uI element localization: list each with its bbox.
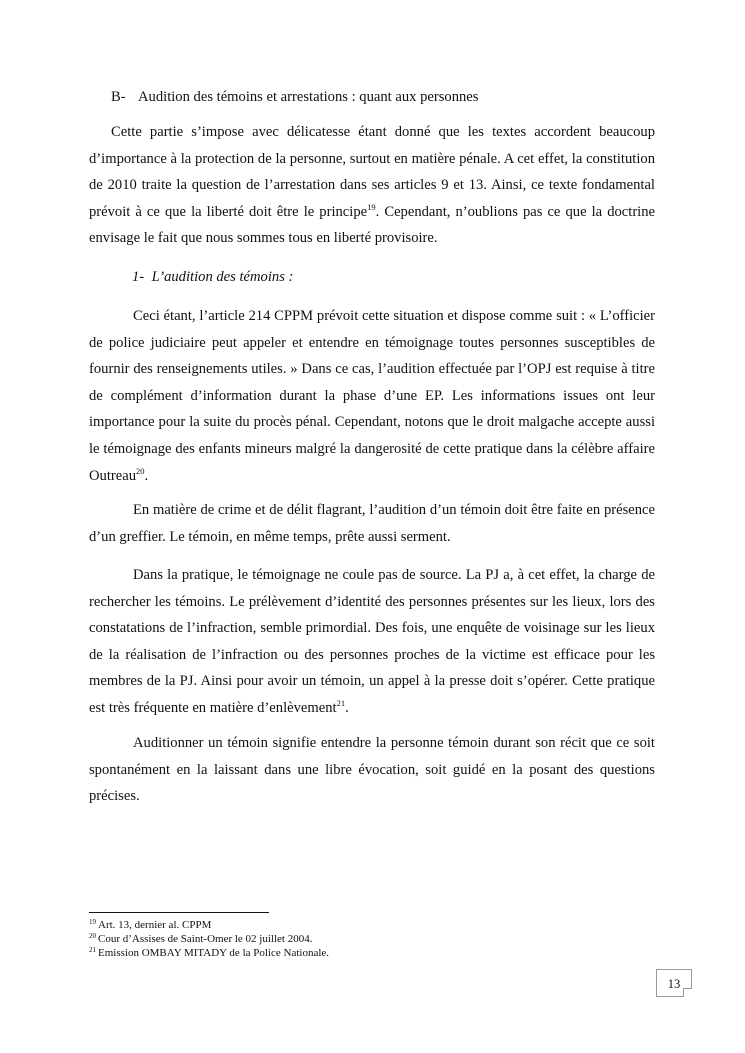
footnote-21: $^{21}$ Emission OMBAY MITADY de la Police Nationale.: [89, 946, 330, 959]
footnote-separator: [89, 912, 269, 913]
footnote-20: $^{20}$ Cour d’Assises de Saint-Omer le 02 juillet 2004.: [89, 932, 313, 945]
section-title: Audition des témoins et arrestations : quant aux personnes: [138, 89, 479, 105]
paragraph-block-2: [89, 497, 655, 550]
section-heading: [111, 84, 478, 110]
footnote-ref-19: 19: [367, 201, 376, 212]
footnote-ref-21: 21: [336, 697, 346, 708]
subsection-number: 1-: [132, 269, 145, 285]
section-letter: B-: [111, 89, 126, 105]
subsection-title: L’audition des témoins :: [151, 269, 294, 285]
footnote-ref-20: 20: [136, 465, 145, 476]
paragraph-block-1: [89, 303, 655, 489]
paragraph-article-214: Ceci étant, l’article 214 CPPM prévoit cette situation et dispose comme suit : « L’officier de police judiciaire peut appeler et entendre en témoignage toutes personnes susceptibles de fournir des renseignements utiles. » Dans ce cas, l’audition effectuée par l’OPJ est requise à titre de complément d’information durant la phase d’une EP. Les informations issues ont leur importance pour la suite du procès pénal. Cependant, notons que le droit malgache accepte aussi le témoignage des enfants mineurs malgré la dangerosité de cette pratique dans la célèbre affaire Outreau$^{20}$.: [89, 308, 655, 484]
paragraph-flagrant-crime: En matière de crime et de délit flagrant, l’audition d’un témoin doit être faite en présence d’un greffier. Le témoin, en même temps, prête aussi serment.: [89, 502, 655, 545]
intro-paragraph: Cette partie s’impose avec délicatesse étant donné que les textes accordent beaucoup d’importance à la protection de la personne, surtout en matière pénale. A cet effet, la constitution de 2010 traite la question de l’arrestation dans ses articles 9 et 13. Ainsi, ce texte fondamental prévoit à ce que la liberté doit être le principe$^{19}$. Cependant, n’oublions pas ce que la doctrine envisage le fait que nous sommes tous en liberté provisoire.: [89, 124, 656, 247]
intro-block: [89, 119, 655, 252]
subsection-heading: [132, 264, 293, 290]
footnotes: [89, 918, 329, 960]
page-number: 13: [656, 969, 692, 997]
paragraph-block-4: [89, 730, 655, 810]
paragraph-practice: Dans la pratique, le témoignage ne coule pas de source. La PJ a, à cet effet, la charge de rechercher les témoins. Le prélèvement d’identité des personnes présentes sur les lieux, lors des constatations de l’infraction, semble primordial. Des fois, une enquête de voisinage sur les lieux de la réalisation de l’infraction ou des personnes proches de la victime est efficace pour les membres de la PJ. Ainsi pour avoir un témoin, un appel à la presse doit s’opérer. Cette pratique est très fréquente en matière d’enlèvement$^{21}$.: [89, 567, 655, 716]
paragraph-audition-definition: Auditionner un témoin signifie entendre la personne témoin durant son récit que ce soit spontanément en la laissant dans une libre évocation, soit guidé en la posant des questions précises.: [89, 735, 655, 805]
paragraph-block-3: [89, 562, 655, 722]
footnote-19: $^{19}$ Art. 13, dernier al. CPPM: [89, 918, 212, 931]
